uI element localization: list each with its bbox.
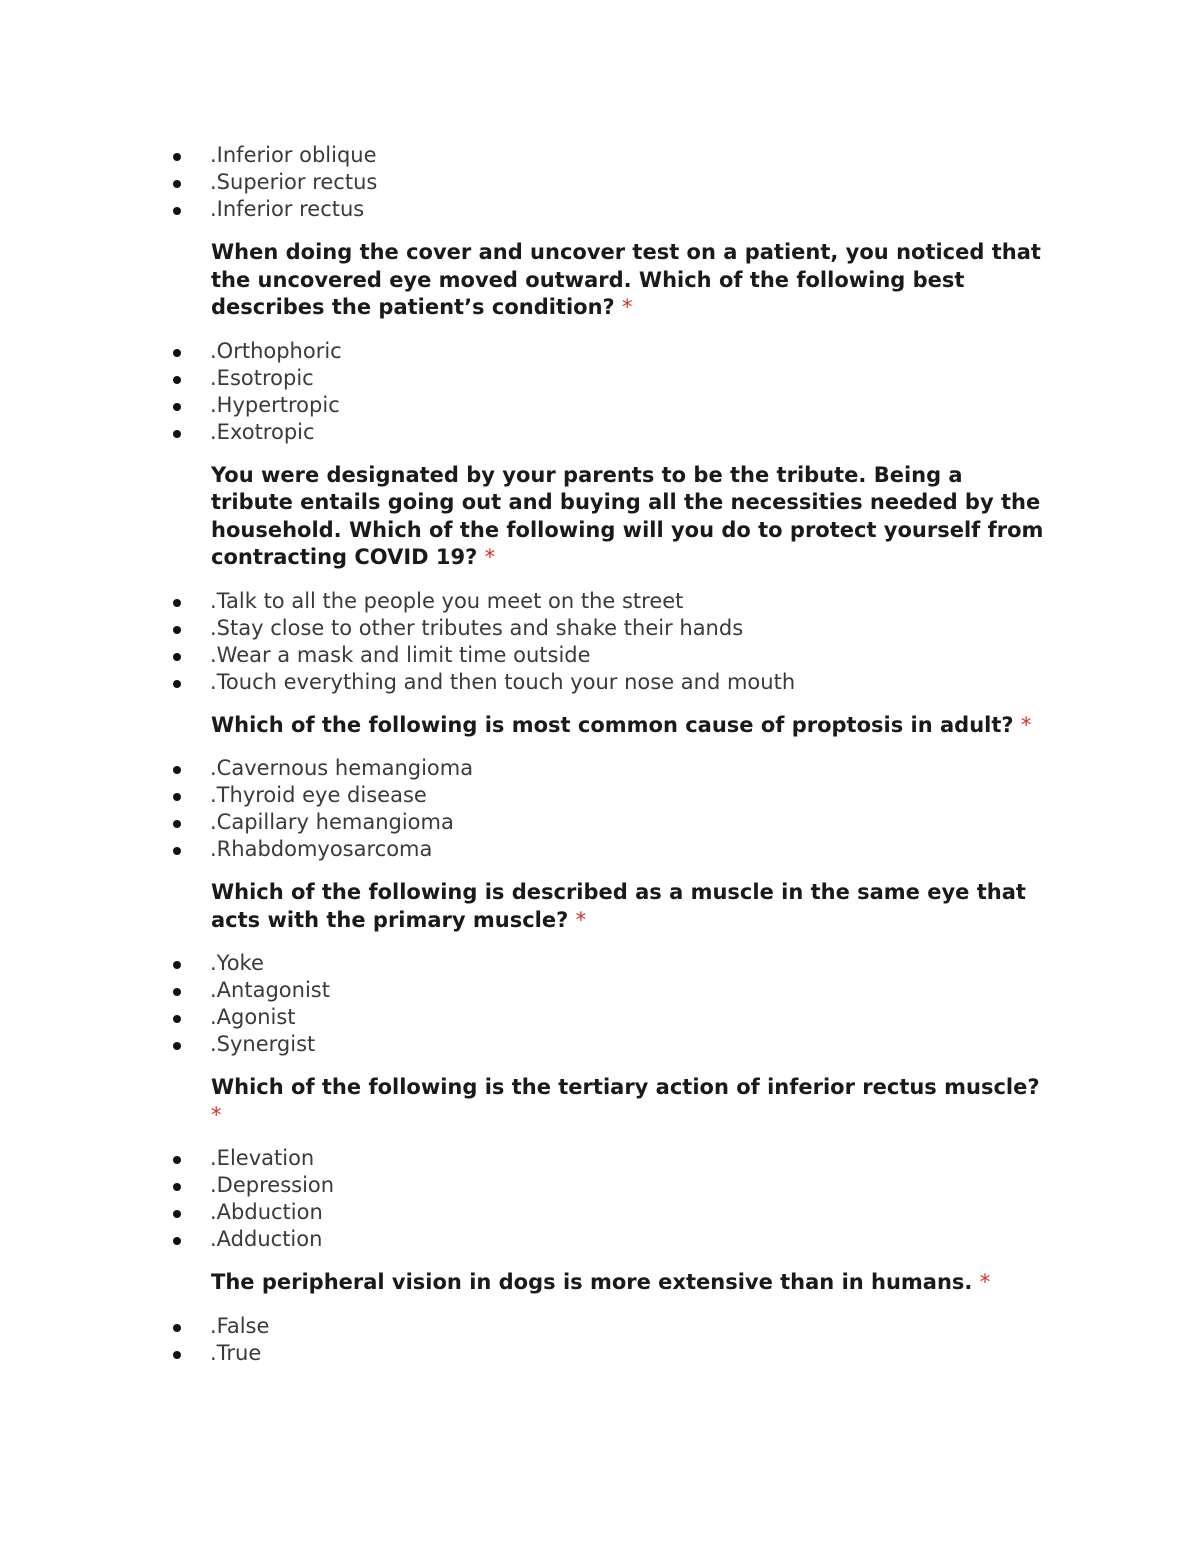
option-label: .Cavernous hemangioma	[210, 756, 474, 780]
option-item[interactable]	[0, 1145, 1200, 1172]
option-label: .Esotropic	[210, 365, 314, 390]
option-item[interactable]	[0, 196, 1200, 223]
option-label: .False	[210, 1313, 270, 1338]
bullet-icon	[173, 1237, 181, 1245]
bullet-icon	[173, 599, 181, 607]
bullet-icon	[173, 180, 181, 188]
option-item[interactable]	[0, 588, 1200, 615]
option-item[interactable]	[0, 1199, 1200, 1226]
option-item[interactable]	[0, 809, 1200, 836]
option-label: .Orthophoric	[210, 338, 342, 363]
option-item[interactable]	[0, 642, 1200, 669]
option-item[interactable]	[0, 782, 1200, 809]
quiz-page	[0, 142, 1200, 1367]
option-item[interactable]	[0, 836, 1200, 863]
question-label: Which of the following is most common cause of proptosis in adult?	[211, 712, 1014, 737]
option-list	[0, 588, 1200, 696]
question-label: You were designated by your parents to be the tribute. Being a tribute entails going out and buying all the necessities needed by the household. Which of the following will you do to protect yourself from contracting COVID 19?	[211, 462, 1044, 569]
bullet-icon	[173, 961, 181, 969]
option-label: .Adduction	[210, 1227, 323, 1251]
option-label: .Exotropic	[210, 419, 315, 444]
option-item[interactable]	[0, 669, 1200, 696]
question-text	[211, 712, 1051, 740]
bullet-icon	[173, 680, 181, 688]
bullet-icon	[173, 153, 181, 161]
bullet-icon	[173, 847, 181, 855]
bullet-icon	[173, 1210, 181, 1218]
bullet-icon	[173, 626, 181, 634]
required-asterisk: *	[622, 295, 633, 319]
option-label: .Depression	[210, 1173, 335, 1197]
option-item[interactable]	[0, 1226, 1200, 1253]
option-label: .Superior rectus	[210, 170, 378, 194]
question-text	[211, 1269, 1051, 1297]
option-label: .Talk to all the people you meet on the street	[210, 588, 684, 613]
option-label: .Thyroid eye disease	[210, 783, 427, 807]
option-item[interactable]	[0, 1313, 1200, 1340]
option-item[interactable]	[0, 977, 1200, 1004]
option-item[interactable]	[0, 950, 1200, 977]
required-asterisk: *	[1020, 712, 1032, 737]
bullet-icon	[173, 376, 181, 384]
option-item[interactable]	[0, 1004, 1200, 1031]
bullet-icon	[173, 820, 181, 828]
option-label: .Rhabdomyosarcoma	[210, 837, 433, 861]
option-list	[0, 1145, 1200, 1253]
option-item[interactable]	[0, 1031, 1200, 1058]
question-label: Which of the following is the tertiary action of inferior rectus muscle?	[211, 1075, 1040, 1099]
bullet-icon	[173, 988, 181, 996]
option-item[interactable]	[0, 338, 1200, 365]
option-label: .Elevation	[210, 1146, 315, 1170]
option-list	[0, 338, 1200, 446]
bullet-icon	[173, 793, 181, 801]
option-label: .Synergist	[210, 1032, 316, 1056]
option-item[interactable]	[0, 142, 1200, 169]
question-label: Which of the following is described as a muscle in the same eye that acts with the primary muscle?	[211, 880, 1026, 932]
bullet-icon	[173, 1183, 181, 1191]
option-label: .Wear a mask and limit time outside	[210, 642, 591, 667]
option-item[interactable]	[0, 1340, 1200, 1367]
bullet-icon	[173, 430, 181, 438]
bullet-icon	[173, 403, 181, 411]
option-label: .Abduction	[210, 1200, 323, 1224]
required-asterisk: *	[211, 1102, 222, 1127]
bullet-icon	[173, 207, 181, 215]
bullet-icon	[173, 653, 181, 661]
option-list	[0, 1313, 1200, 1367]
question-text	[211, 1074, 1051, 1129]
option-label: .Hypertropic	[210, 392, 340, 417]
question-text	[211, 239, 1051, 322]
option-label: .Antagonist	[210, 978, 330, 1002]
required-asterisk: *	[484, 545, 496, 569]
question-label: When doing the cover and uncover test on a patient, you noticed that the uncovered eye moved outward. Which of the following best describes the patient’s condition?	[211, 240, 1041, 319]
option-list	[0, 755, 1200, 863]
bullet-icon	[173, 1351, 181, 1359]
bullet-icon	[173, 1015, 181, 1023]
option-label: .True	[210, 1340, 262, 1365]
option-label: .Inferior oblique	[210, 143, 377, 167]
question-label: The peripheral vision in dogs is more extensive than in humans.	[211, 1270, 973, 1294]
option-item[interactable]	[0, 1172, 1200, 1199]
option-label: .Agonist	[210, 1005, 296, 1029]
bullet-icon	[173, 1042, 181, 1050]
option-label: .Touch everything and then touch your nose and mouth	[210, 669, 796, 694]
option-label: .Inferior rectus	[210, 197, 365, 221]
bullet-icon	[173, 349, 181, 357]
option-item[interactable]	[0, 169, 1200, 196]
bullet-icon	[173, 1156, 181, 1164]
question-text	[211, 879, 1051, 934]
option-label: .Yoke	[210, 951, 264, 975]
bullet-icon	[173, 766, 181, 774]
option-item[interactable]	[0, 615, 1200, 642]
question-text	[211, 462, 1051, 572]
bullet-icon	[173, 1324, 181, 1332]
required-asterisk: *	[575, 907, 587, 932]
option-label: .Stay close to other tributes and shake their hands	[210, 615, 744, 640]
option-label: .Capillary hemangioma	[210, 810, 454, 834]
option-list	[0, 142, 1200, 223]
option-item[interactable]	[0, 365, 1200, 392]
option-item[interactable]	[0, 392, 1200, 419]
option-item[interactable]	[0, 755, 1200, 782]
required-asterisk: *	[979, 1270, 991, 1294]
option-item[interactable]	[0, 419, 1200, 446]
option-list	[0, 950, 1200, 1058]
